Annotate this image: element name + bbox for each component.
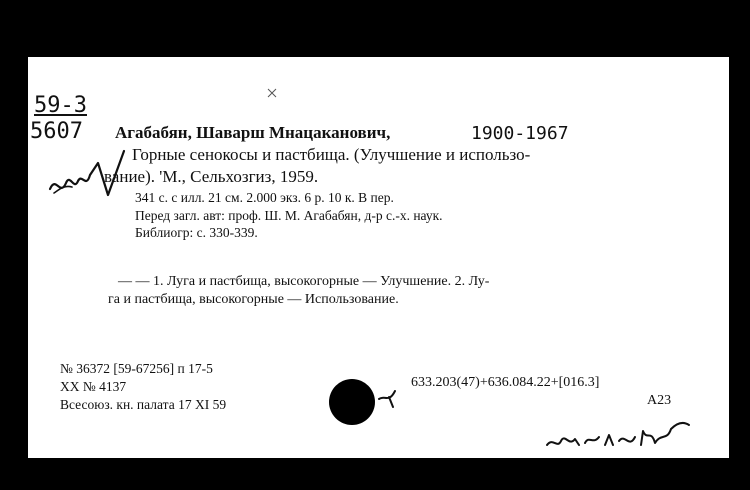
ink-mark xyxy=(377,385,401,409)
description-line-1: 341 с. с илл. 21 см. 2.000 экз. 6 р. 10 к. В пер. xyxy=(135,190,394,205)
registry-line-3: Всесоюз. кн. палата 17 XI 59 xyxy=(60,397,227,412)
catalog-card xyxy=(28,57,729,458)
punch-hole xyxy=(329,379,375,425)
description-line-2: Перед загл. авт: проф. Ш. М. Агабабян, д-р с.-х. наук. xyxy=(135,208,443,223)
subject-headings-line-1: — — 1. Луга и пастбища, высокогорные — Улучшение. 2. Лу- xyxy=(118,274,490,289)
registry-line-2: XX № 4137 xyxy=(60,379,127,394)
author-heading: Агабабян, Шаварш Мнацаканович, xyxy=(115,123,391,142)
call-number-bottom: 5607 xyxy=(30,119,83,144)
registry-line-1: № 36372 [59-67256] п 17-5 xyxy=(60,361,213,376)
classification-line-1: 633.203(47)+636.084.22+[016.3] xyxy=(411,375,600,390)
classification-line-2: А23 xyxy=(647,393,672,408)
subject-headings-line-2: га и пастбища, высокогорные — Использование. xyxy=(108,292,399,307)
handwritten-signature xyxy=(543,415,693,455)
title-line-1: Горные сенокосы и пастбища. (Улучшение и использо- xyxy=(132,145,531,164)
call-number-top: 59-3 xyxy=(34,93,87,118)
paper-speck xyxy=(266,87,278,99)
title-line-2: вание). 'М., Сельхозгиз, 1959. xyxy=(104,167,319,186)
description-line-3: Библиогр: с. 330-339. xyxy=(135,225,258,240)
handwritten-years: 1900-1967 xyxy=(471,123,569,144)
